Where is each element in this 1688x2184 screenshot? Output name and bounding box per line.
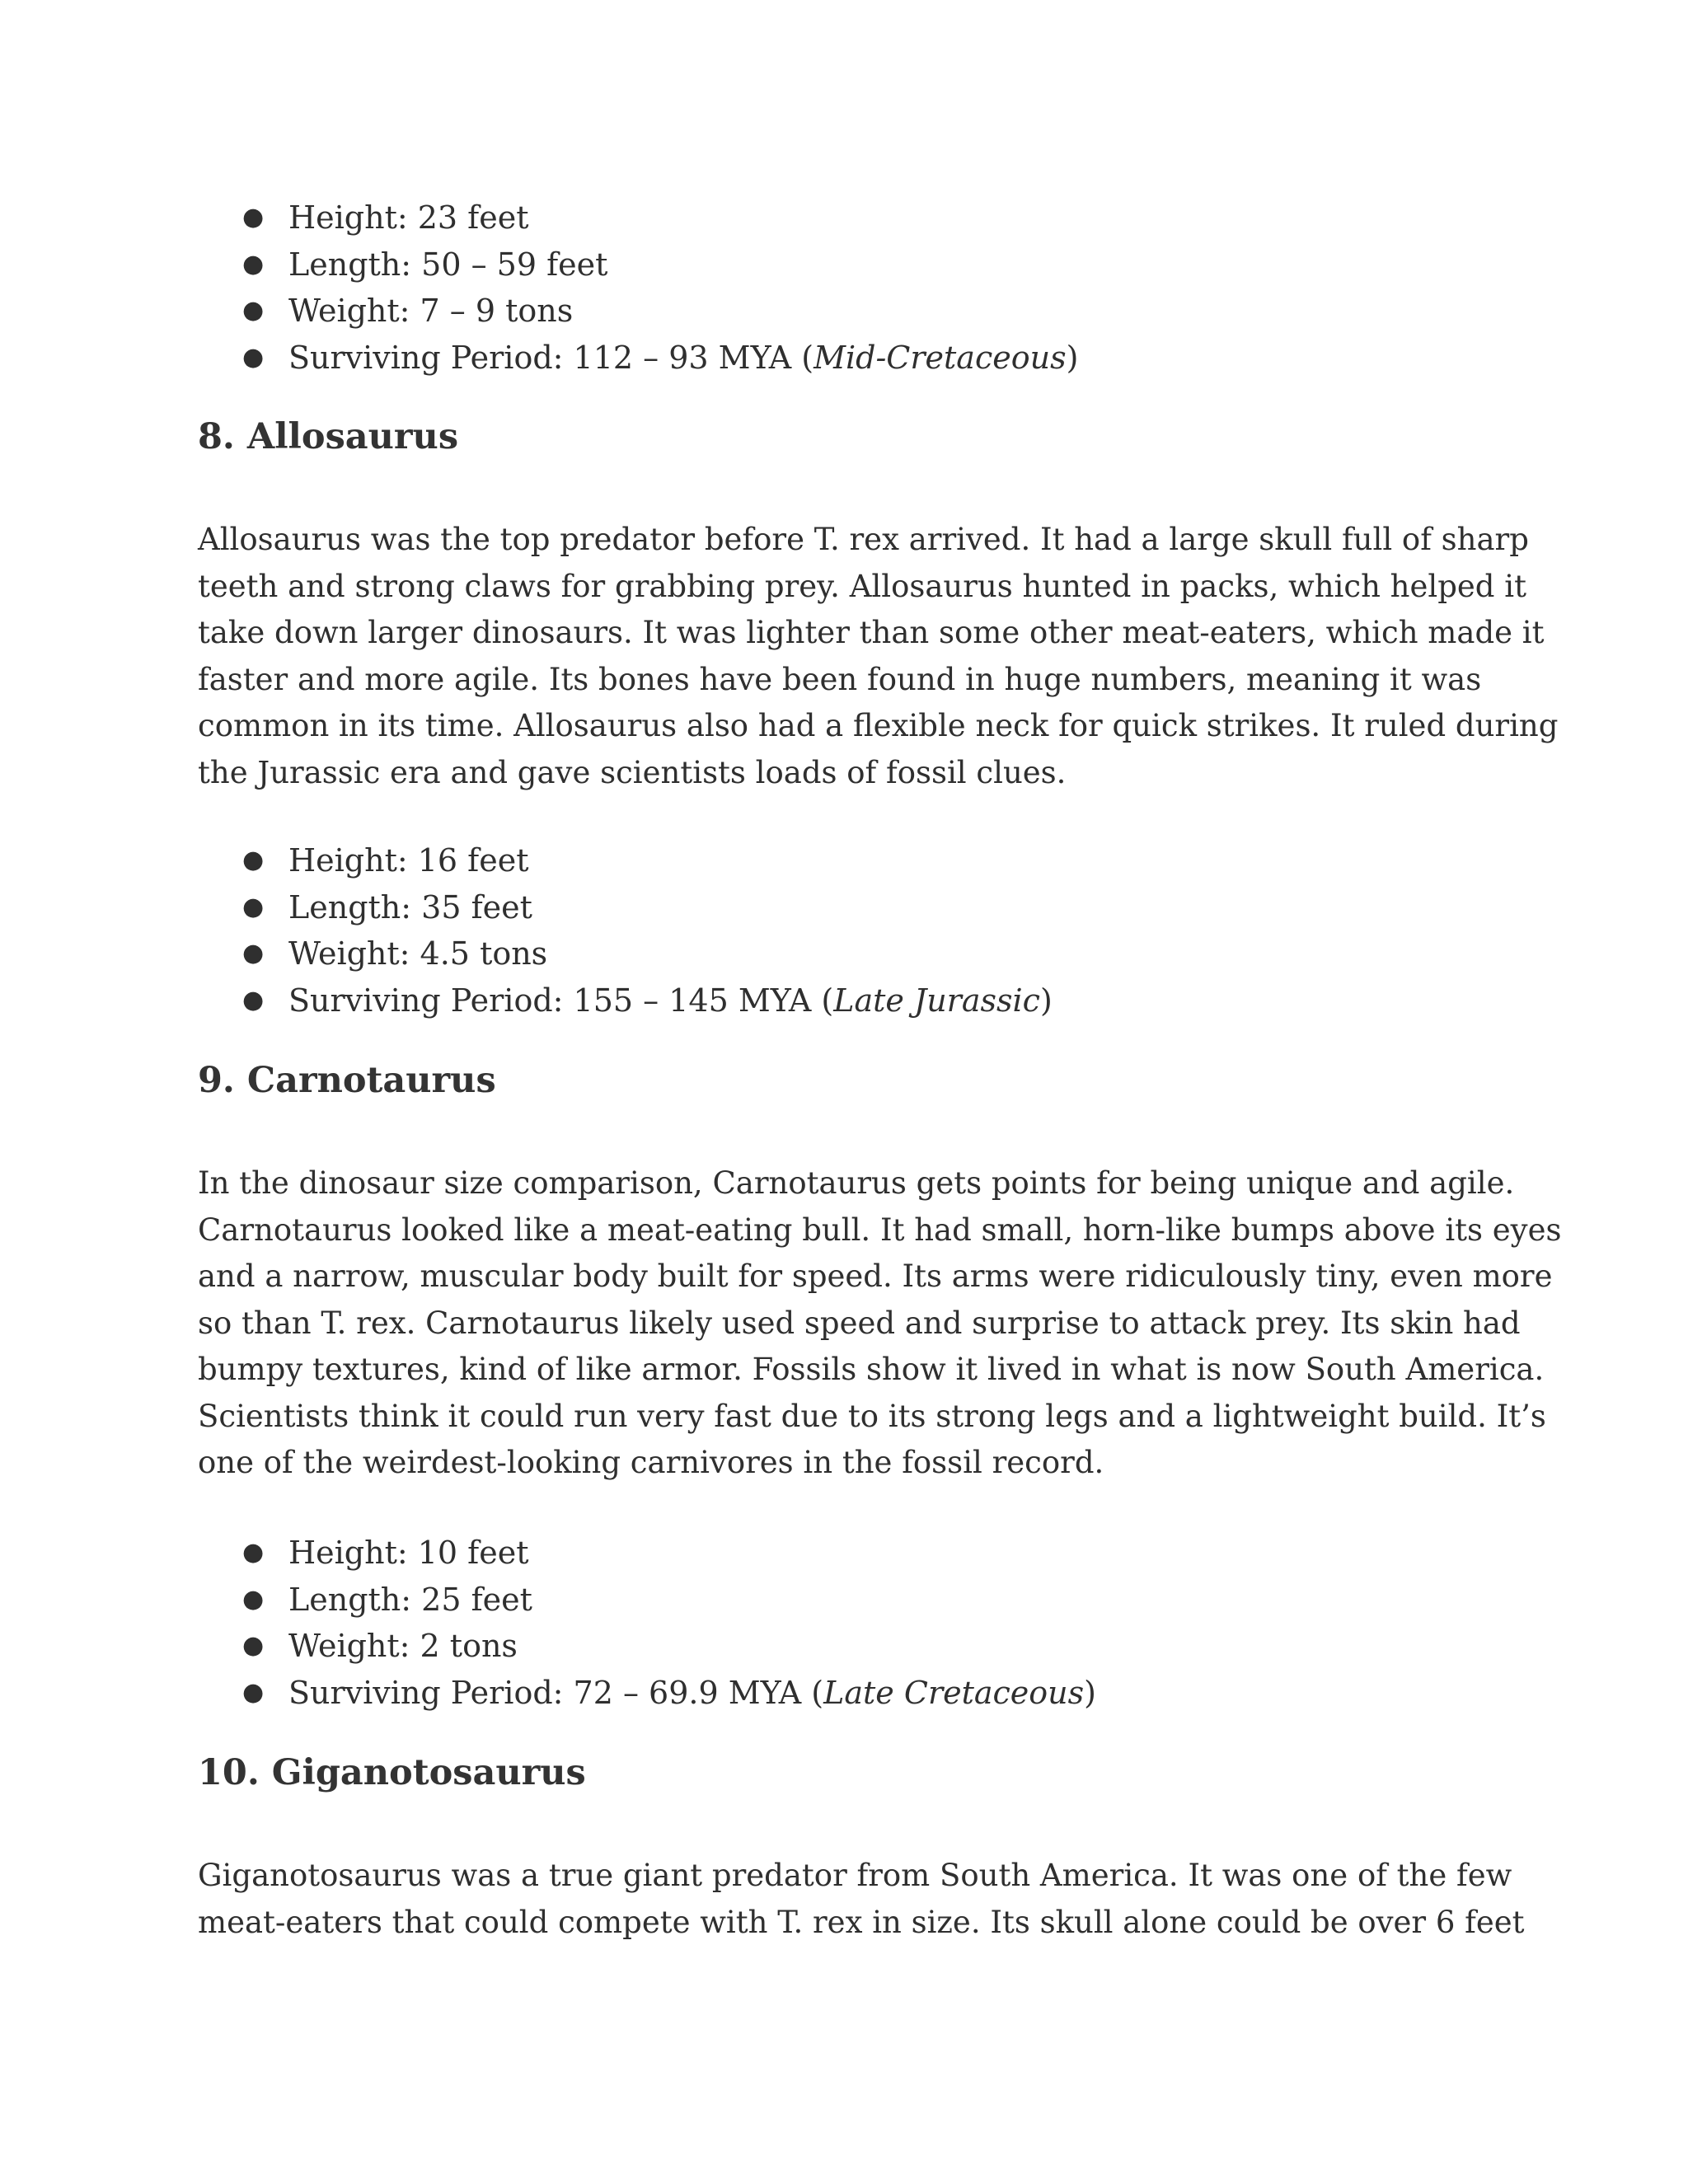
section-heading: 8. Allosaurus xyxy=(198,416,459,457)
bullet-icon: ● xyxy=(242,342,265,372)
bullet-icon: ● xyxy=(242,249,265,279)
paragraph-line: common in its time. Allosaurus also had a flexible neck for quick strikes. It ruled during xyxy=(198,708,1559,743)
bullet-icon: ● xyxy=(242,296,265,325)
paragraph-line: Giganotosaurus was a true giant predator from South America. It was one of the few xyxy=(198,1858,1512,1893)
fact-length: ● Length: 50 – 59 feet xyxy=(288,241,1078,288)
bullet-icon: ● xyxy=(242,1584,265,1614)
section-heading: 9. Carnotaurus xyxy=(198,1060,496,1101)
fact-surviving-period: ● Surviving Period: 155 – 145 MYA (Late Jurassic) xyxy=(288,977,1053,1024)
paragraph-line: In the dinosaur size comparison, Carnotaurus gets points for being unique and agile. xyxy=(198,1165,1515,1201)
paragraph-line: meat-eaters that could compete with T. rex in size. Its skull alone could be over 6 feet xyxy=(198,1904,1525,1940)
paragraph-line: teeth and strong claws for grabbing prey. Allosaurus hunted in packs, which helped it xyxy=(198,568,1526,604)
fact-length: ● Length: 25 feet xyxy=(288,1577,1096,1624)
fact-height: ● Height: 10 feet xyxy=(288,1530,1096,1577)
paragraph-line: faster and more agile. Its bones have been found in huge numbers, meaning it was xyxy=(198,661,1482,697)
section-heading: 10. Giganotosaurus xyxy=(198,1752,586,1793)
paragraph-line: the Jurassic era and gave scientists loads of fossil clues. xyxy=(198,754,1067,790)
fact-length: ● Length: 35 feet xyxy=(288,884,1053,931)
fact-surviving-period: ● Surviving Period: 72 – 69.9 MYA (Late Cretaceous) xyxy=(288,1670,1096,1717)
paragraph-line: so than T. rex. Carnotaurus likely used speed and surprise to attack prey. Its skin had xyxy=(198,1305,1521,1341)
fact-list xyxy=(242,837,1053,1024)
section-paragraph xyxy=(198,1160,1561,1487)
bullet-icon: ● xyxy=(242,1677,265,1707)
paragraph-line: take down larger dinosaurs. It was lighter than some other meat-eaters, which made it xyxy=(198,615,1545,650)
paragraph-line: one of the weirdest-looking carnivores in the fossil record. xyxy=(198,1445,1104,1480)
paragraph-line: Carnotaurus looked like a meat-eating bull. It had small, horn-like bumps above its eyes xyxy=(198,1212,1562,1248)
fact-surviving-period: ● Surviving Period: 112 – 93 MYA (Mid-Cretaceous) xyxy=(288,335,1078,382)
fact-weight: ● Weight: 7 – 9 tons xyxy=(288,288,1078,335)
fact-list xyxy=(242,194,1079,381)
section-paragraph xyxy=(198,517,1558,796)
fact-weight: ● Weight: 4.5 tons xyxy=(288,930,1053,977)
paragraph-line: and a narrow, muscular body built for speed. Its arms were ridiculously tiny, even more xyxy=(198,1258,1553,1294)
fact-height: ● Height: 16 feet xyxy=(288,837,1053,884)
bullet-icon: ● xyxy=(242,985,265,1015)
fact-weight: ● Weight: 2 tons xyxy=(288,1623,1096,1670)
bullet-icon: ● xyxy=(242,1538,265,1567)
section-paragraph xyxy=(198,1853,1525,1946)
bullet-icon: ● xyxy=(242,939,265,968)
paragraph-line: bumpy textures, kind of like armor. Fossils show it lived in what is now South America. xyxy=(198,1352,1545,1387)
bullet-icon: ● xyxy=(242,846,265,874)
bullet-icon: ● xyxy=(242,892,265,921)
bullet-icon: ● xyxy=(242,203,265,232)
paragraph-line: Allosaurus was the top predator before T. rex arrived. It had a large skull full of sharp xyxy=(198,522,1529,557)
paragraph-line: Scientists think it could run very fast due to its strong legs and a lightweight build. It’s xyxy=(198,1398,1546,1434)
bullet-icon: ● xyxy=(242,1631,265,1660)
fact-list xyxy=(242,1530,1096,1716)
fact-height: ● Height: 23 feet xyxy=(288,194,1078,241)
